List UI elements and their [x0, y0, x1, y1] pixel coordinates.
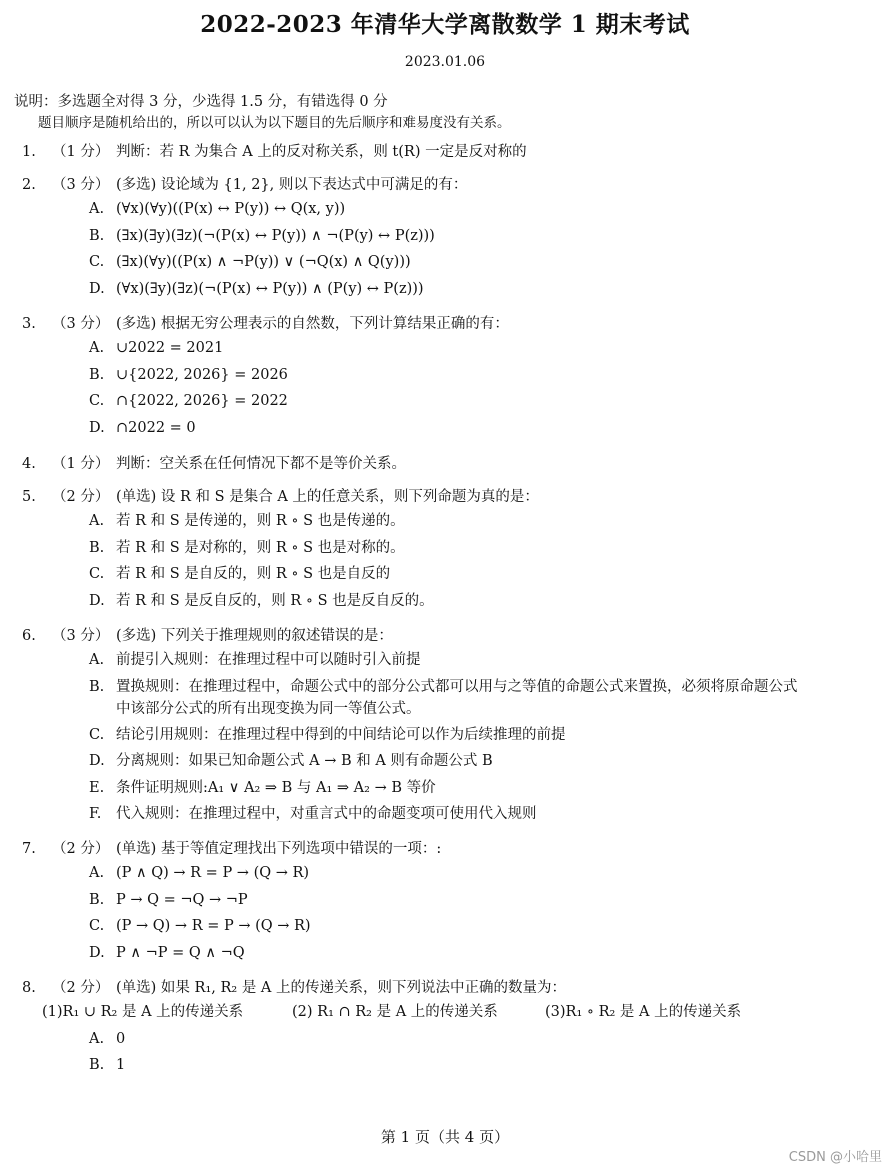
option-letter: C. [89, 726, 105, 743]
option-text: (∃x)(∀y)((P(x) ∧ ¬P(y)) ∨ (¬Q(x) ∧ Q(y))) [116, 254, 411, 270]
option-letter: A. [89, 340, 105, 356]
option-letter: C. [89, 393, 105, 409]
option-text: ∩2022 = 0 [116, 419, 196, 436]
option [0, 508, 890, 535]
option-text: ∪2022 = 2021 [116, 340, 224, 356]
option [0, 362, 890, 389]
option-letter: A. [89, 865, 105, 881]
question-text: (多选) 设论域为 {1, 2}, 则以下表达式中可满足的有： [116, 177, 468, 193]
option [0, 748, 890, 775]
option-letter: F. [89, 806, 102, 822]
option-letter: D. [89, 753, 105, 769]
option-text: 代入规则：在推理过程中，对重言式中的命题变项可使用代入规则 [116, 806, 537, 822]
option [0, 223, 890, 250]
statement-3: (3)R₁ ∘ R₂ 是 A 上的传递关系 [545, 1004, 742, 1020]
question-score: （1 分） [52, 456, 110, 472]
option [0, 196, 890, 223]
option-text: 若 R 和 S 是反自反的，则 R ∘ S 也是反自反的。 [116, 592, 434, 609]
option-letter: B. [89, 678, 105, 695]
option-text: 0 [116, 1030, 126, 1047]
question-number: 4. [22, 456, 36, 472]
option-text: 前提引入规则：在推理过程中可以随时引入前提 [116, 652, 421, 668]
option-letter: C. [89, 566, 105, 582]
question-1 [0, 141, 890, 163]
option-letter: C. [89, 918, 105, 934]
question-number: 8. [22, 980, 36, 996]
question-number: 5. [22, 489, 36, 505]
option [0, 415, 890, 442]
option-text: P ∧ ¬P = Q ∧ ¬Q [116, 944, 245, 961]
option-letter: B. [89, 891, 105, 908]
question-score: （2 分） [52, 841, 110, 857]
question-4 [0, 453, 890, 475]
option [0, 276, 890, 303]
option-letter: E. [89, 779, 105, 796]
page-footer: 第 1 页（共 4 页） [380, 1128, 510, 1146]
exam-title: 2022-2023 年清华大学离散数学 1 期末考试 [200, 11, 690, 38]
option-letter: C. [89, 254, 105, 270]
option [0, 940, 890, 967]
option [0, 588, 890, 615]
option [0, 775, 890, 802]
option-letter: B. [89, 366, 105, 383]
watermark: CSDN @小哈里 [788, 1150, 882, 1165]
option-letter: D. [89, 592, 105, 609]
option-letter: B. [89, 1057, 105, 1073]
option [0, 335, 890, 362]
question-text: (单选) 如果 R₁, R₂ 是 A 上的传递关系，则下列说法中正确的数量为： [116, 980, 567, 996]
option [0, 561, 890, 588]
option-text: 结论引用规则：在推理过程中得到的中间结论可以作为后续推理的前提 [116, 726, 566, 743]
statement-1: (1)R₁ ∪ R₂ 是 A 上的传递关系 [42, 1004, 244, 1020]
option-text: (∀x)(∀y)((P(x) ↔ P(y)) ↔ Q(x, y)) [116, 201, 346, 217]
option-text: (P → Q) → R = P → (Q → R) [116, 918, 311, 934]
question-6 [0, 625, 890, 828]
option [0, 388, 890, 415]
option [0, 801, 890, 828]
order-note: 题目顺序是随机给出的，所以可以认为以下题目的先后顺序和难易度没有关系。 [38, 115, 511, 131]
question-7 [0, 838, 890, 966]
question-number: 3. [22, 316, 36, 332]
question-score: （2 分） [52, 489, 110, 505]
question-score: （3 分） [52, 316, 110, 332]
question-text: (多选) 下列关于推理规则的叙述错误的是： [116, 628, 393, 644]
option-text: (∃x)(∃y)(∃z)(¬(P(x) ↔ P(y)) ∧ ¬(P(y) ↔ P(z))) [116, 227, 435, 244]
exam-date: 2023.01.06 [404, 54, 486, 70]
option-letter: A. [89, 201, 105, 217]
question-5 [0, 486, 890, 614]
option [0, 1026, 890, 1053]
option [0, 249, 890, 276]
option [0, 913, 890, 940]
option-letter: A. [89, 1030, 105, 1047]
option-letter: A. [89, 513, 105, 529]
option-text: P → Q = ¬Q → ¬P [116, 891, 248, 908]
question-3 [0, 313, 890, 441]
option [0, 674, 890, 722]
option-text: 若 R 和 S 是传递的，则 R ∘ S 也是传递的。 [116, 513, 405, 529]
question-score: （3 分） [52, 628, 110, 644]
option [0, 722, 890, 749]
question-number: 1. [22, 144, 36, 160]
option-text: 分离规则：如果已知命题公式 A → B 和 A 则有命题公式 B [116, 753, 493, 769]
option [0, 535, 890, 562]
question-score: （2 分） [52, 980, 110, 996]
option-letter: D. [89, 944, 105, 961]
question-text: (单选) 基于等值定理找出下列选项中错误的一项：: [116, 841, 442, 857]
question-2 [0, 174, 890, 302]
option-text: 1 [116, 1057, 126, 1073]
question-text: 判断：若 R 为集合 A 上的反对称关系，则 t(R) 一定是反对称的 [116, 144, 527, 160]
option-text: 若 R 和 S 是自反的，则 R ∘ S 也是自反的 [116, 566, 391, 582]
option [0, 860, 890, 887]
option-text: 置换规则：在推理过程中，命题公式中的部分公式都可以用与之等值的命题公式来置换，必须将原命题公式中该部分公式的所有出现变换为同一等值公式。 [116, 678, 798, 717]
question-number: 6. [22, 628, 36, 644]
option [0, 1052, 890, 1079]
question-text: (多选) 根据无穷公理表示的自然数，下列计算结果正确的有： [116, 316, 509, 332]
question-score: （3 分） [52, 177, 110, 193]
option-letter: A. [89, 652, 105, 668]
option-letter: D. [89, 280, 105, 297]
scoring-note: 说明：多选题全对得 3 分，少选得 1.5 分，有错选得 0 分 [14, 94, 388, 110]
question-number: 2. [22, 177, 36, 193]
option-text: (P ∧ Q) → R = P → (Q → R) [116, 865, 310, 881]
question-text: 判断：空关系在任何情况下都不是等价关系。 [116, 456, 406, 472]
statement-2: (2) R₁ ∩ R₂ 是 A 上的传递关系 [292, 1004, 498, 1020]
question-text: (单选) 设 R 和 S 是集合 A 上的任意关系，则下列命题为真的是： [116, 489, 539, 505]
option-text: 条件证明规则:A₁ ∨ A₂ ⇒ B 与 A₁ ⇒ A₂ → B 等价 [116, 779, 436, 796]
option-letter: D. [89, 419, 105, 436]
option-text: ∪{2022, 2026} = 2026 [116, 366, 288, 383]
question-score: （1 分） [52, 144, 110, 160]
option-letter: B. [89, 539, 105, 556]
option-text: ∩{2022, 2026} = 2022 [116, 393, 288, 409]
option [0, 647, 890, 674]
statement-row [0, 999, 890, 1026]
option-letter: B. [89, 227, 105, 244]
question-8 [0, 977, 890, 1079]
option-text: (∀x)(∃y)(∃z)(¬(P(x) ↔ P(y)) ∧ (P(y) ↔ P(z))) [116, 280, 424, 297]
option-text: 若 R 和 S 是对称的，则 R ∘ S 也是对称的。 [116, 539, 405, 556]
question-number: 7. [22, 841, 36, 857]
option [0, 887, 890, 914]
